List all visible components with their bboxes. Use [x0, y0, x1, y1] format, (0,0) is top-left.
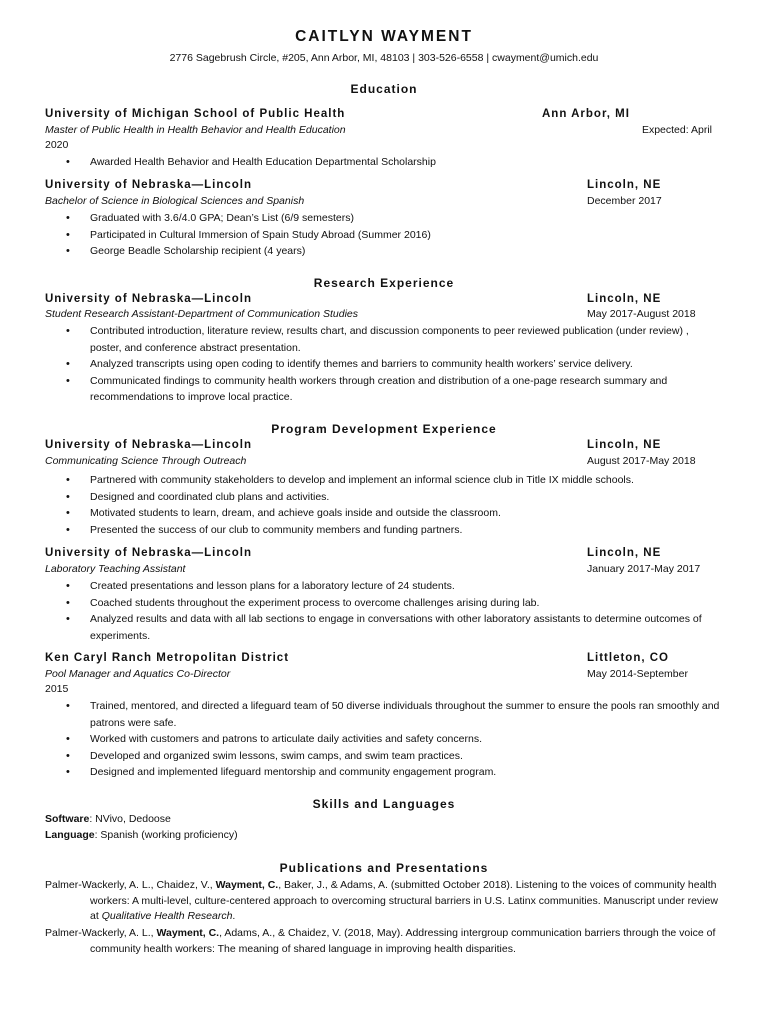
- research-location: Lincoln, NE: [587, 293, 662, 305]
- bullet-item: • Awarded Health Behavior and Health Education Departmental Scholarship: [90, 154, 720, 171]
- research-org: University of Nebraska—Lincoln: [45, 293, 253, 305]
- bullet-item: • Designed and coordinated club plans and activities.: [90, 489, 720, 506]
- program-org: University of Nebraska—Lincoln: [45, 547, 253, 559]
- program-date-wrap: 2015: [45, 683, 69, 695]
- research-date: May 2017-August 2018: [587, 308, 696, 320]
- bullet-item: • Contributed introduction, literature review, results chart, and discussion components to peer reviewed publication (under review) , poster, and conference abstract presentation.: [90, 323, 720, 356]
- skills-software-value: : NVivo, Dedoose: [89, 813, 171, 825]
- bullet-item: • Graduated with 3.6/4.0 GPA; Dean’s List (6/9 semesters): [90, 210, 720, 227]
- bullet-item: • Partnered with community stakeholders to develop and implement an informal science club in Title IX middle schools.: [90, 472, 720, 489]
- education-location: Lincoln, NE: [587, 179, 662, 191]
- skills-language-value: : Spanish (working proficiency): [94, 829, 238, 841]
- skills-language-label: Language: [45, 829, 95, 841]
- education-date: December 2017: [587, 195, 662, 207]
- education-location: Ann Arbor, MI: [542, 108, 630, 120]
- program-bullets: [90, 472, 720, 538]
- section-title-skills: Skills and Languages: [312, 797, 456, 811]
- contact-info: 2776 Sagebrush Circle, #205, Ann Arbor, MI, 48103 | 303-526-6558 | cwayment@umich.edu: [169, 52, 599, 64]
- program-role: Communicating Science Through Outreach: [45, 455, 247, 467]
- program-location: Littleton, CO: [587, 652, 669, 664]
- education-org: University of Nebraska—Lincoln: [45, 179, 253, 191]
- education-date: Expected: April: [641, 124, 712, 136]
- program-bullets: [90, 578, 720, 644]
- skills-software-label: Software: [45, 813, 90, 825]
- education-date-wrap: 2020: [45, 139, 69, 151]
- education-bullets: [90, 210, 720, 260]
- research-bullets: [90, 323, 720, 406]
- bullet-item: • George Beadle Scholarship recipient (4 years): [90, 243, 720, 260]
- research-role: Student Research Assistant-Department of Communication Studies: [45, 308, 359, 320]
- pub-author-highlight: Wayment, C.: [215, 879, 279, 891]
- bullet-item: • Participated in Cultural Immersion of Spain Study Abroad (Summer 2016): [90, 227, 720, 244]
- section-title-research: Research Experience: [313, 276, 455, 290]
- pub-text: , Adams, A., & Chaidez, V. (2018, May). Addressing intergroup communication barriers through the voice of community health workers: The meaning of shared language in improving health disparities.: [90, 927, 716, 955]
- program-org: Ken Caryl Ranch Metropolitan District: [45, 652, 290, 664]
- bullet-item: • Analyzed results and data with all lab sections to engage in conversations with other laboratory assistants to determine outcomes of experiments.: [90, 611, 720, 644]
- bullet-item: • Trained, mentored, and directed a lifeguard team of 50 diverse individuals throughout the summer to ensure the pools ran smoothly and patrons were safe.: [90, 698, 720, 731]
- pub-author-highlight: Wayment, C.: [156, 927, 220, 939]
- education-degree: Master of Public Health in Health Behavior and Health Education: [45, 124, 346, 136]
- pub-authors: Palmer-Wackerly, A. L., Chaidez, V.,: [45, 879, 216, 891]
- section-title-education: Education: [350, 82, 418, 96]
- skills-language: [45, 829, 238, 841]
- bullet-item: • Developed and organized swim lessons, swim camps, and swim team practices.: [90, 748, 720, 765]
- publication-item: [45, 926, 725, 957]
- pub-authors: Palmer-Wackerly, A. L.,: [45, 927, 157, 939]
- section-title-publications: Publications and Presentations: [279, 861, 489, 875]
- program-bullets: [90, 698, 720, 781]
- bullet-item: • Analyzed transcripts using open coding to identify themes and barriers to community health workers’ service delivery.: [90, 356, 720, 373]
- publication-item: [45, 878, 725, 925]
- bullet-item: • Worked with customers and patrons to articulate daily activities and safety concerns.: [90, 731, 720, 748]
- program-date: January 2017-May 2017: [587, 563, 701, 575]
- program-role: Pool Manager and Aquatics Co-Director: [45, 668, 231, 680]
- program-location: Lincoln, NE: [587, 439, 662, 451]
- pub-end: .: [232, 910, 236, 922]
- education-degree: Bachelor of Science in Biological Sciences and Spanish: [45, 195, 305, 207]
- bullet-item: • Motivated students to learn, dream, and achieve goals inside and outside the classroom.: [90, 505, 720, 522]
- bullet-item: • Coached students throughout the experiment process to overcome challenges arising during lab.: [90, 595, 720, 612]
- pub-journal: Qualitative Health Research: [101, 910, 233, 922]
- pub-text: , Baker, J., & Adams, A. (submitted October 2018). Listening to the voices of community health workers: A multi-level, culture-centered approach to overcoming structural barriers in U.S. Latinx communities. Manuscript under review at: [90, 879, 718, 922]
- program-date: August 2017-May 2018: [587, 455, 696, 467]
- program-role: Laboratory Teaching Assistant: [45, 563, 186, 575]
- program-org: University of Nebraska—Lincoln: [45, 439, 253, 451]
- education-org: University of Michigan School of Public Health: [45, 108, 346, 120]
- bullet-item: • Communicated findings to community health workers through creation and distribution of a one-page research summary and recommendations to improve local practice.: [90, 373, 720, 406]
- skills-software: [45, 813, 171, 825]
- bullet-item: • Presented the success of our club to community members and funding partners.: [90, 522, 720, 539]
- education-bullets: [90, 154, 720, 171]
- program-date: May 2014-September: [587, 668, 688, 680]
- bullet-item: • Created presentations and lesson plans for a laboratory lecture of 24 students.: [90, 578, 720, 595]
- program-location: Lincoln, NE: [587, 547, 662, 559]
- section-title-program: Program Development Experience: [271, 422, 497, 436]
- bullet-item: • Designed and implemented lifeguard mentorship and community engagement program.: [90, 764, 720, 781]
- resume-name: CAITLYN WAYMENT: [295, 28, 473, 45]
